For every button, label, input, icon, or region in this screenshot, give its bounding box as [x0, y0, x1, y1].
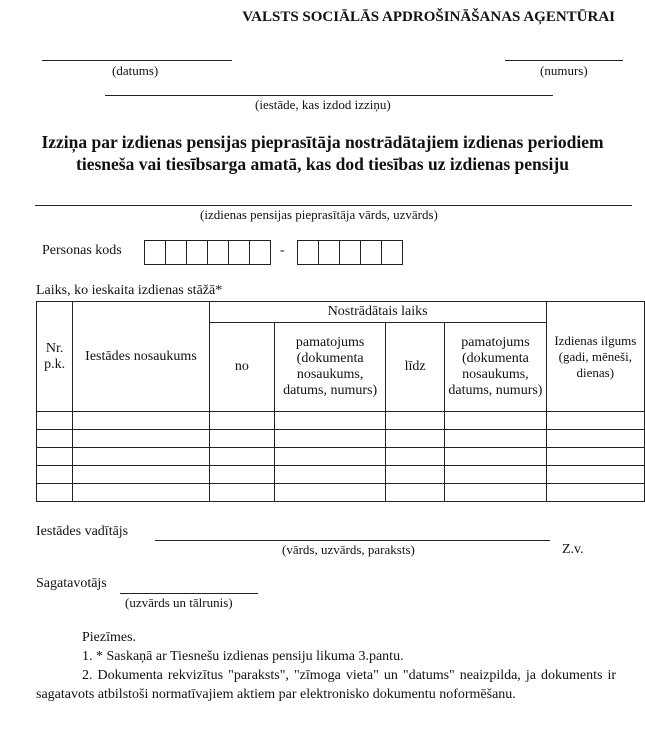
document-title [0, 131, 645, 175]
applicant-line[interactable] [35, 205, 632, 206]
personal-code-label: Personas kods [42, 243, 122, 258]
note-1: 1. * Saskaņā ar Tiesnešu izdienas pensiju likuma 3.pantu. [82, 649, 404, 664]
service-periods-table [36, 301, 645, 502]
col-institution: Iestādes nosaukums [73, 302, 209, 412]
applicant-label: (izdienas pensijas pieprasītāja vārds, uzvārds) [200, 207, 438, 222]
col-nr: Nr. p.k. [37, 302, 73, 412]
col-from: no [209, 323, 274, 412]
personal-code-part2[interactable] [297, 240, 403, 265]
preparer-label: Sagatavotājs [36, 576, 107, 591]
notes-title: Piezīmes. [82, 630, 137, 645]
number-line[interactable] [505, 60, 623, 61]
title-line-2: tiesneša vai tiesībsarga amatā, kas dod tiesības uz izdienas pensiju [76, 154, 569, 174]
col-group-worked: Nostrādātais laiks [209, 302, 546, 323]
issuer-line[interactable] [105, 95, 553, 96]
table-row[interactable] [37, 430, 645, 448]
head-sub-label: (vārds, uzvārds, paraksts) [282, 542, 415, 557]
stamp-place: Z.v. [562, 542, 584, 557]
head-label: Iestādes vadītājs [36, 524, 129, 539]
issuer-label: (iestāde, kas izdod izziņu) [255, 97, 391, 112]
preparer-sub-label: (uzvārds un tālrunis) [125, 595, 233, 610]
col-duration: Izdienas ilgums (gadi, mēneši, dienas) [546, 302, 644, 412]
title-line-1: Izziņa par izdienas pensijas pieprasītāja nostrādātajiem izdienas periodiem [41, 132, 604, 152]
note-2: 2. Dokumenta rekvizītus "paraksts", "zīmoga vieta" un "datums" neaizpilda, ja dokuments ir sagatavots atbilstoši normatīvajiem aktiem par elektronisko dokumentu noformēšanu. [36, 668, 616, 702]
number-label: (numurs) [540, 63, 588, 78]
table-row[interactable] [37, 484, 645, 502]
table-row[interactable] [37, 466, 645, 484]
date-label: (datums) [112, 63, 159, 78]
personal-code-part1[interactable] [144, 240, 271, 265]
head-signature-line[interactable] [155, 540, 550, 541]
col-to: līdz [386, 323, 445, 412]
table-row[interactable] [37, 448, 645, 466]
table-caption: Laiks, ko ieskaita izdienas stāžā* [36, 283, 223, 298]
personal-code-separator: - [280, 243, 285, 258]
notes [36, 628, 616, 704]
addressee: VALSTS SOCIĀLĀS APDROŠINĀŠANAS AĢENTŪRAI [242, 9, 615, 25]
col-basis-2: pamatojums (dokumenta nosaukums, datums, numurs) [445, 323, 546, 412]
col-basis-1: pamatojums (dokumenta nosaukums, datums, numurs) [275, 323, 386, 412]
table-row[interactable] [37, 412, 645, 430]
date-line[interactable] [42, 60, 232, 61]
preparer-line[interactable] [120, 593, 258, 594]
